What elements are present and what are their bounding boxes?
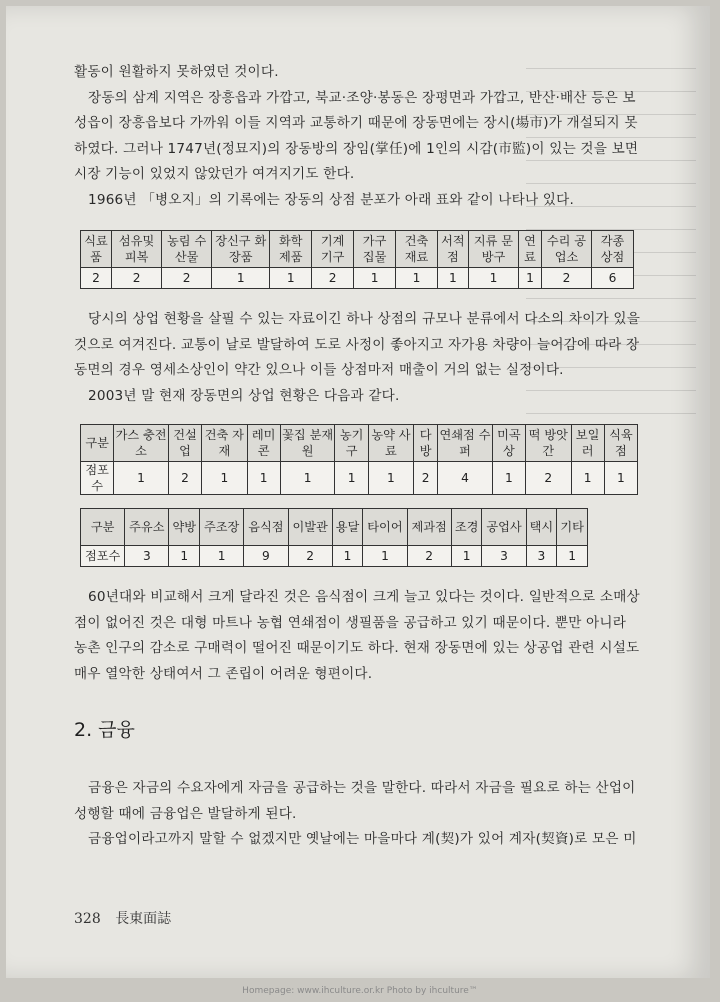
table-header-cell: 떡 방앗간 (526, 425, 571, 462)
table-header-cell: 기계 기구 (312, 231, 354, 268)
table-header-cell: 가구 집물 (354, 231, 396, 268)
table-1966-shops (80, 230, 634, 289)
table-header-cell: 레미콘 (247, 425, 280, 462)
paragraph-comparison (74, 585, 666, 687)
text-line: 하였다. 그러나 1747년(정묘지)의 장동방의 장임(掌任)에 1인의 시감(市監)이 있는 것을 보면 (74, 140, 639, 157)
table-value-cell: 2 (414, 462, 438, 495)
table-header-cell: 농약 사료 (368, 425, 413, 462)
table-value-cell: 2 (312, 268, 354, 289)
table-header-cell: 건축 재료 (396, 231, 438, 268)
table-value-cell: 1 (202, 462, 247, 495)
table-header-cell: 식육점 (604, 425, 637, 462)
table-value-cell: 1 (396, 268, 438, 289)
table-header-cell: 지류 문방구 (468, 231, 518, 268)
table-header-cell: 다방 (414, 425, 438, 462)
photo-caption: Homepage: www.ihculture.or.kr Photo by ihculture™ (242, 986, 478, 996)
table-header-cell: 화학 제품 (270, 231, 312, 268)
table-value-cell: 1 (451, 546, 482, 567)
table-value-cell: 1 (571, 462, 604, 495)
text-line: 1966년 「병오지」의 기록에는 장동의 상점 분포가 아래 표와 같이 나타나 있다. (88, 191, 574, 208)
table-value-cell: 1 (212, 268, 270, 289)
table-value-cell: 1 (492, 462, 525, 495)
text-line: 매우 열악한 상태여서 그 존립이 어려운 형편이다. (74, 665, 373, 682)
table-header-cell: 주유소 (125, 509, 169, 546)
table-value-cell: 1 (169, 546, 200, 567)
table-header-cell: 장신구 화장품 (212, 231, 270, 268)
table-header-row (81, 231, 634, 268)
table-header-cell: 주조장 (200, 509, 244, 546)
table-2003-shops-b (80, 508, 588, 567)
table-header-cell: 연쇄점 수퍼 (438, 425, 493, 462)
table-header-cell: 건설업 (168, 425, 201, 462)
table-value-cell: 1 (335, 462, 368, 495)
table-header-cell: 음식점 (244, 509, 288, 546)
table-header-cell: 보일러 (571, 425, 604, 462)
table-value-cell: 1 (519, 268, 542, 289)
table-value-cell: 1 (114, 462, 169, 495)
text-line: 60년대와 비교해서 크게 달라진 것은 음식점이 크게 늘고 있다는 것이다. 일반적으로 소매상 (88, 589, 640, 605)
table-header-cell: 농림 수산물 (162, 231, 212, 268)
text-line: 동면의 경우 영세소상인이 약간 있으나 이들 상점마저 매출이 거의 없는 실정이다. (74, 362, 564, 378)
table-header-cell: 용달 (332, 509, 363, 546)
table-header-cell: 각종 상점 (591, 231, 633, 268)
table-value-cell: 2 (81, 268, 112, 289)
text-line: 2003년 말 현재 장동면의 상업 현황은 다음과 같다. (88, 387, 400, 404)
table-value-cell: 1 (247, 462, 280, 495)
text-line: 장동의 삼계 지역은 장흥읍과 가깝고, 북교·조양·봉동은 장평면과 가깝고, 반산·배산 등은 보 (88, 89, 636, 106)
text-line: 성행할 때에 금융업은 발달하게 된다. (74, 805, 297, 822)
table-header-cell: 공업사 (482, 509, 526, 546)
table-header-cell: 수리 공업소 (541, 231, 591, 268)
text-line: 금융은 자금의 수요자에게 자금을 공급하는 것을 말한다. 따라서 자금을 필요로 하는 산업이 (88, 780, 636, 796)
table-value-cell: 1 (604, 462, 637, 495)
table-value-cell: 1 (363, 546, 407, 567)
table-value-cell: 3 (125, 546, 169, 567)
table-value-cell: 점포수 (81, 546, 125, 567)
table-value-cell: 1 (468, 268, 518, 289)
table-value-cell: 1 (200, 546, 244, 567)
table-value-cell: 3 (482, 546, 526, 567)
table-header-row (81, 425, 638, 462)
table-value-cell: 2 (526, 462, 571, 495)
table-value-cell: 3 (526, 546, 557, 567)
paragraph-market-history (74, 60, 666, 213)
table-header-cell: 이발관 (288, 509, 332, 546)
table-header-cell: 기타 (557, 509, 588, 546)
table-header-row (81, 509, 588, 546)
paragraph-finance (74, 776, 666, 853)
table-value-cell: 2 (162, 268, 212, 289)
table-value-cell: 1 (270, 268, 312, 289)
table-value-row (81, 546, 588, 567)
table-2003-shops-a (80, 424, 638, 495)
table-value-cell: 1 (332, 546, 363, 567)
text-line: 것으로 여겨진다. 교통이 날로 발달하여 도로 사정이 좋아지고 자가용 차량이 늘어감에 따라 장 (74, 336, 640, 353)
table-value-row (81, 268, 634, 289)
text-line: 당시의 상업 현황을 살필 수 있는 자료이긴 하나 상점의 규모나 분류에서 다소의 차이가 있을 (88, 311, 641, 327)
text-line: 성읍이 장흥읍보다 가까워 이들 지역과 교통하기 때문에 장동면에는 장시(場市)가 개설되지 못 (74, 115, 638, 131)
table-value-row (81, 462, 638, 495)
table-value-cell: 2 (112, 268, 162, 289)
paragraph-commerce-status (74, 307, 666, 409)
table-header-cell: 식료품 (81, 231, 112, 268)
table-header-cell: 택시 (526, 509, 557, 546)
table-header-cell: 농기구 (335, 425, 368, 462)
table-header-cell: 구분 (81, 425, 114, 462)
table-value-cell: 1 (557, 546, 588, 567)
table-header-cell: 섬유및 피복 (112, 231, 162, 268)
table-value-cell: 9 (244, 546, 288, 567)
table-header-cell: 타이어 (363, 509, 407, 546)
section-title: 2. 금융 (74, 719, 135, 741)
table-header-cell: 건축 자재 (202, 425, 247, 462)
table-value-cell: 점포수 (81, 462, 114, 495)
table-value-cell: 2 (168, 462, 201, 495)
page-number: 328 (74, 911, 101, 927)
table-header-cell: 미곡상 (492, 425, 525, 462)
table-value-cell: 1 (437, 268, 468, 289)
table-header-cell: 서적점 (437, 231, 468, 268)
book-title: 長東面誌 (115, 911, 172, 927)
table-value-cell: 1 (354, 268, 396, 289)
table-header-cell: 연료 (519, 231, 542, 268)
table-header-cell: 꽃집 분재원 (280, 425, 335, 462)
table-header-cell: 제과점 (407, 509, 451, 546)
table-value-cell: 6 (591, 268, 633, 289)
text-line: 시장 기능이 있었지 않았던가 여겨지기도 한다. (74, 166, 355, 182)
table-header-cell: 약방 (169, 509, 200, 546)
table-value-cell: 1 (368, 462, 413, 495)
text-line: 농촌 인구의 감소로 구매력이 떨어진 때문이기도 하다. 현재 장동면에 있는 상공업 관련 시설도 (74, 640, 640, 656)
page-footer (74, 908, 171, 928)
table-header-cell: 가스 충전소 (114, 425, 169, 462)
table-header-cell: 조경 (451, 509, 482, 546)
table-header-cell: 구분 (81, 509, 125, 546)
table-value-cell: 2 (288, 546, 332, 567)
table-value-cell: 2 (541, 268, 591, 289)
text-line: 점이 없어진 것은 대형 마트나 농협 연쇄점이 생필품을 공급하고 있기 때문이다. 뿐만 아니라 (74, 614, 627, 631)
table-value-cell: 1 (280, 462, 335, 495)
table-value-cell: 2 (407, 546, 451, 567)
text-line: 활동이 원활하지 못하였던 것이다. (74, 64, 279, 80)
text-line: 금융업이라고까지 말할 수 없겠지만 옛날에는 마을마다 계(契)가 있어 계자(契資)로 모은 미 (88, 831, 637, 847)
table-value-cell: 4 (438, 462, 493, 495)
